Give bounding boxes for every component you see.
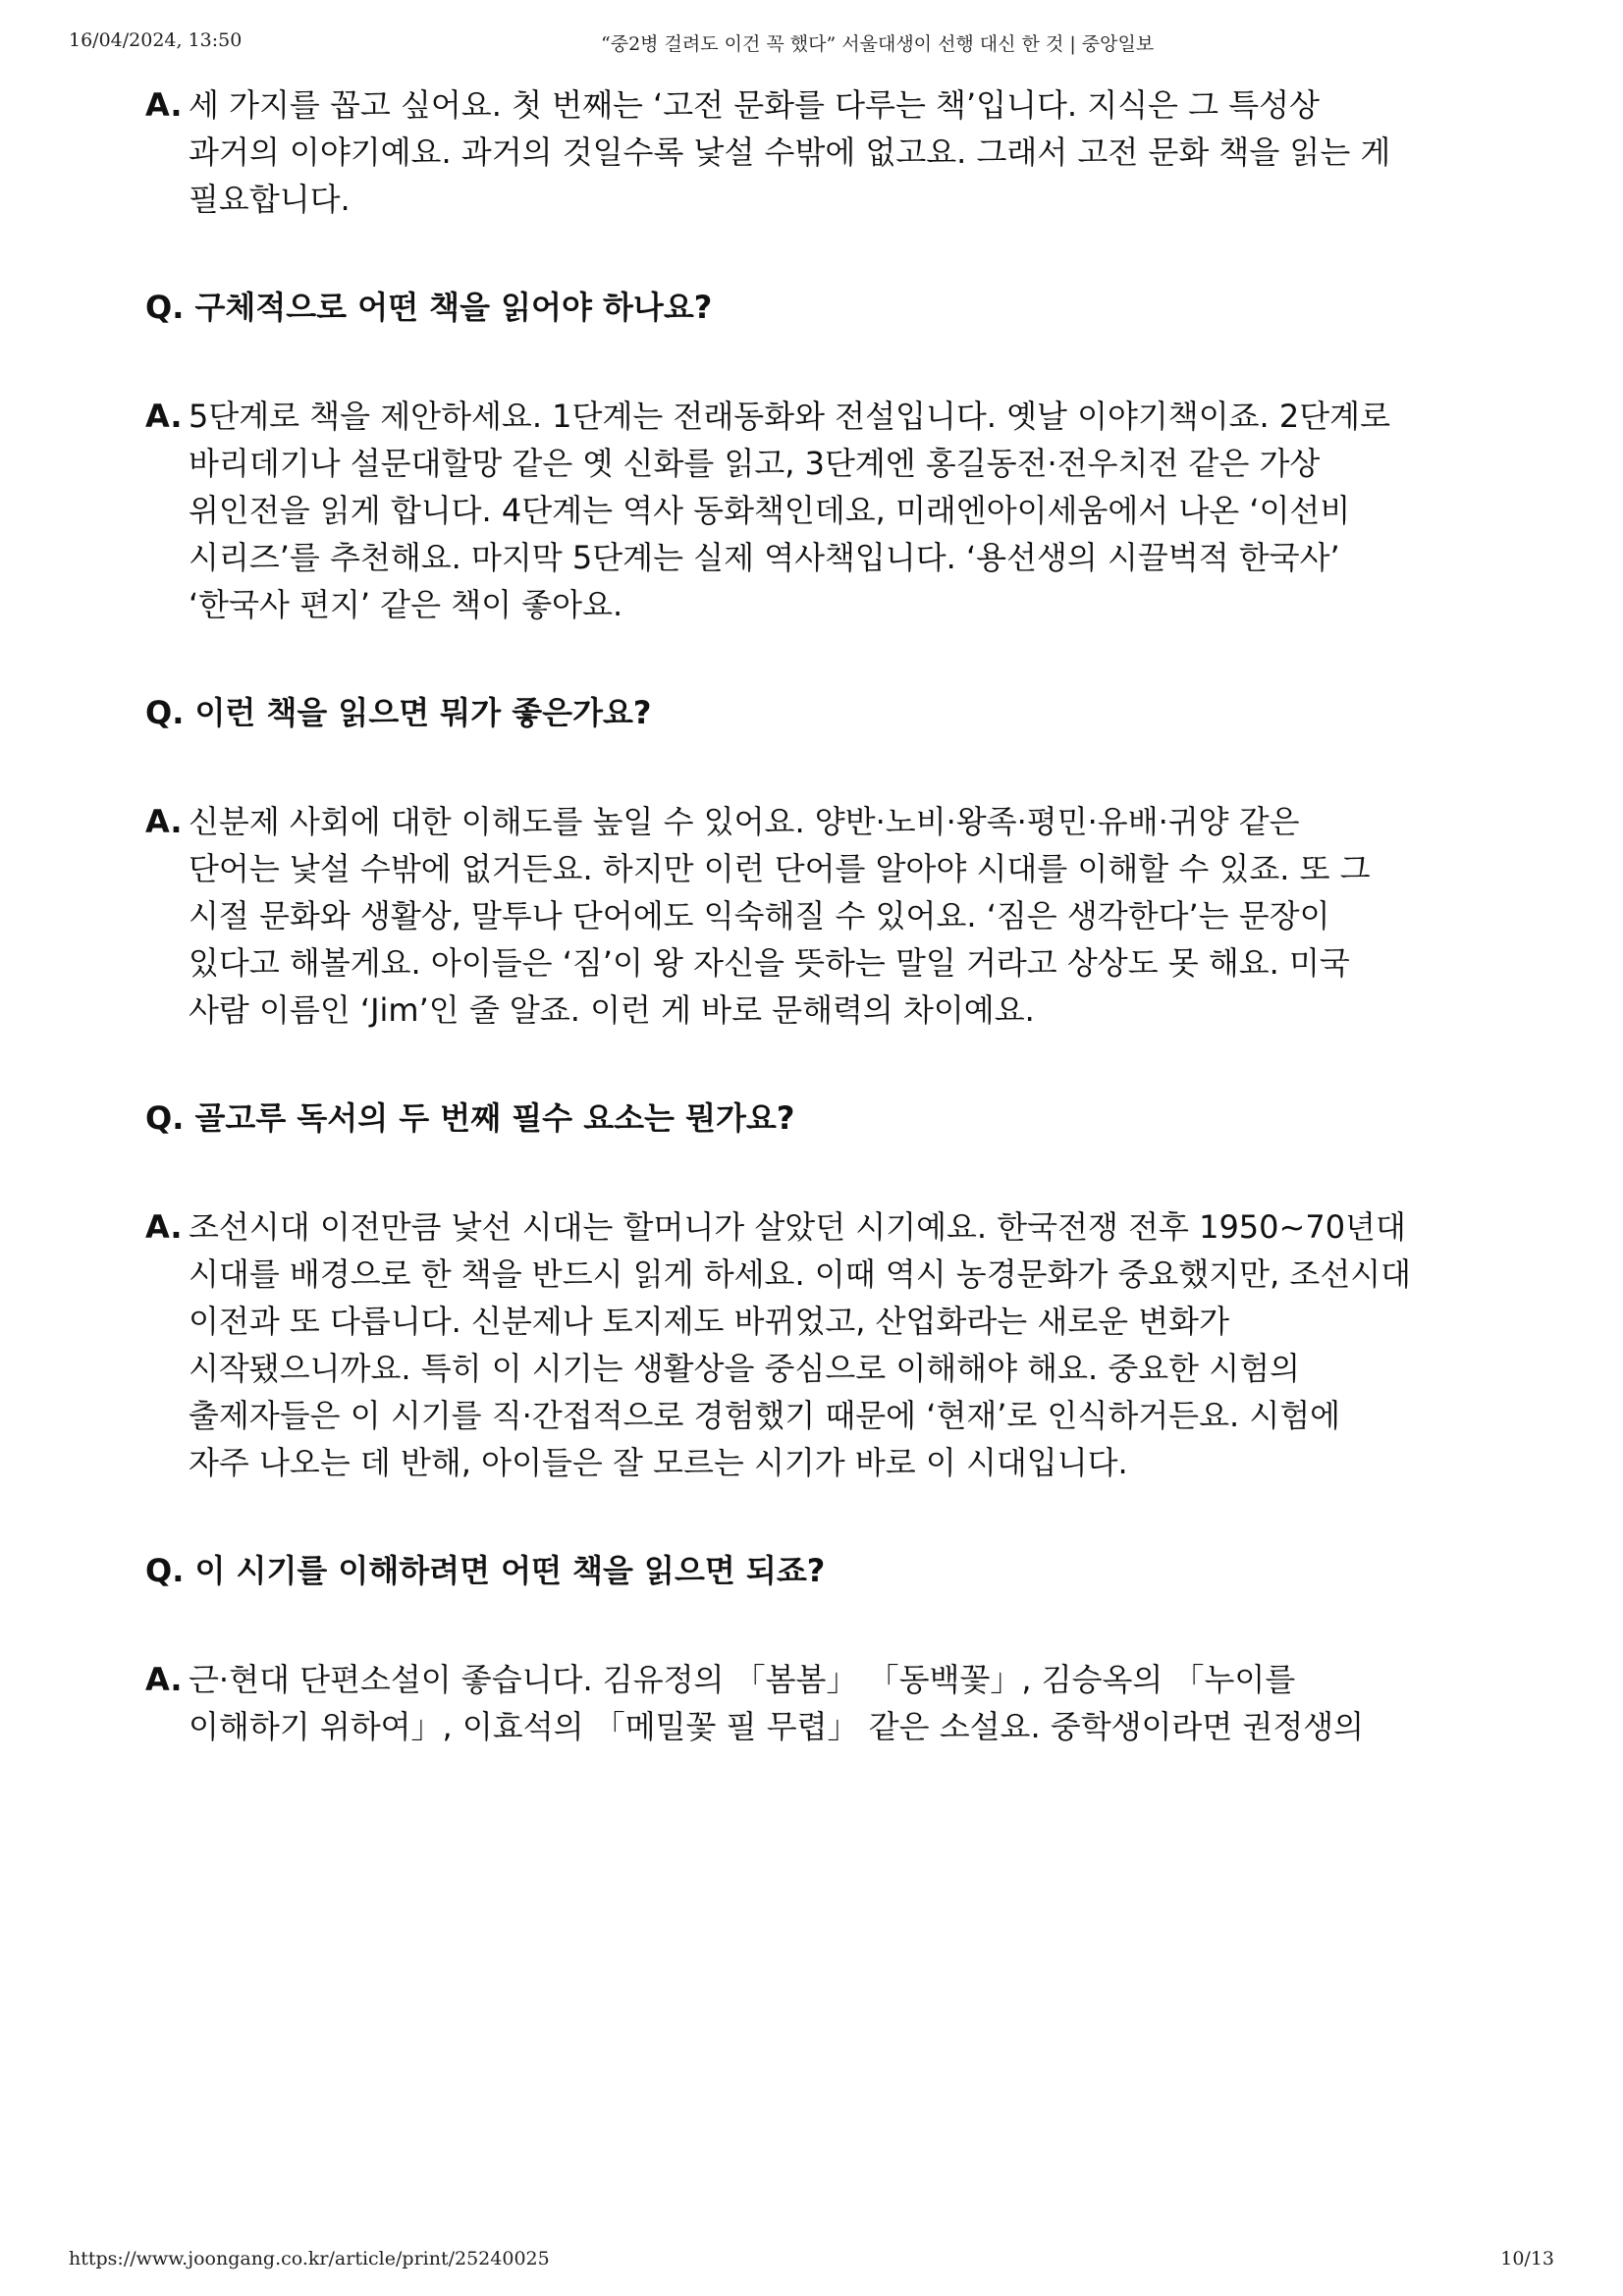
answer-block bbox=[145, 798, 1500, 1034]
answer-marker: A. bbox=[145, 1208, 183, 1246]
page-number: 10/13 bbox=[1500, 2248, 1554, 2269]
answer-line: 이전과 또 다릅니다. 신분제나 토지제도 바뀌었고, 산업화라는 새로운 변화가 bbox=[189, 1303, 1229, 1340]
question-text: 이 시기를 이해하려면 어떤 책을 읽으면 되죠? bbox=[194, 1552, 826, 1589]
answer-marker: A. bbox=[145, 1661, 183, 1698]
article-body bbox=[145, 81, 1500, 1750]
answer-block bbox=[145, 393, 1500, 628]
print-date: 16/04/2024, 13:50 bbox=[69, 29, 243, 51]
answer-line: 시작됐으니까요. 특히 이 시기는 생활상을 중심으로 이해해야 해요. 중요한 시험의 bbox=[189, 1350, 1300, 1387]
question-text: 구체적으로 어떤 책을 읽어야 하나요? bbox=[194, 289, 713, 326]
answer-line: 필요합니다. bbox=[189, 181, 351, 218]
print-footer bbox=[0, 2248, 1623, 2277]
answer-line: 신분제 사회에 대한 이해도를 높일 수 있어요. 양반·노비·왕족·평민·유배·귀양 같은 bbox=[189, 803, 1300, 840]
answer-marker: A. bbox=[145, 398, 183, 435]
answer-line: 이해하기 위하여」, 이효석의 「메밀꽃 필 무렵」 같은 소설요. 중학생이라면 권정생의 bbox=[189, 1708, 1365, 1745]
question-marker: Q. bbox=[145, 289, 185, 326]
answer-line: 조선시대 이전만큼 낯선 시대는 할머니가 살았던 시기예요. 한국전쟁 전후 1950~70년대 bbox=[189, 1208, 1406, 1246]
answer-block bbox=[145, 1203, 1500, 1486]
answer-line: 위인전을 읽게 합니다. 4단계는 역사 동화책인데요, 미래엔아이세움에서 나온 ‘이선비 bbox=[189, 492, 1351, 529]
question-heading bbox=[145, 1547, 1500, 1594]
print-url: https://www.joongang.co.kr/article/print/25240025 bbox=[69, 2248, 550, 2269]
answer-line: 단어는 낯설 수밖에 없거든요. 하지만 이런 단어를 알아야 시대를 이해할 수 있죠. 또 그 bbox=[189, 850, 1371, 887]
question-heading bbox=[145, 1095, 1500, 1142]
answer-line: 자주 나오는 데 반해, 아이들은 잘 모르는 시기가 바로 이 시대입니다. bbox=[189, 1444, 1128, 1481]
question-marker: Q. bbox=[145, 694, 185, 731]
answer-line: 과거의 이야기예요. 과거의 것일수록 낯설 수밖에 없고요. 그래서 고전 문화 책을 읽는 게 bbox=[189, 133, 1391, 171]
answer-line: 5단계로 책을 제안하세요. 1단계는 전래동화와 전설입니다. 옛날 이야기책이죠. 2단계로 bbox=[189, 398, 1390, 435]
answer-line: 근·현대 단편소설이 좋습니다. 김유정의 「봄봄」 「동백꽃」, 김승옥의 「누이를 bbox=[189, 1661, 1296, 1698]
answer-block bbox=[145, 81, 1500, 223]
answer-line: ‘한국사 편지’ 같은 책이 좋아요. bbox=[189, 586, 623, 623]
answer-line: 사람 이름인 ‘Jim’인 줄 알죠. 이런 게 바로 문해력의 차이예요. bbox=[189, 991, 1035, 1029]
print-title: “중2병 걸려도 이건 꼭 했다” 서울대생이 선행 대신 한 것 | 중앙일보 bbox=[601, 33, 1155, 55]
question-marker: Q. bbox=[145, 1552, 185, 1589]
question-text: 골고루 독서의 두 번째 필수 요소는 뭔가요? bbox=[194, 1099, 795, 1137]
answer-line: 시절 문화와 생활상, 말투나 단어에도 익숙해질 수 있어요. ‘짐은 생각한다’는 문장이 bbox=[189, 897, 1330, 934]
answer-line: 시대를 배경으로 한 책을 반드시 읽게 하세요. 이때 역시 농경문화가 중요했지만, 조선시대 bbox=[189, 1255, 1412, 1293]
question-text: 이런 책을 읽으면 뭐가 좋은가요? bbox=[194, 694, 652, 731]
answer-line: 세 가지를 꼽고 싶어요. 첫 번째는 ‘고전 문화를 다루는 책’입니다. 지식은 그 특성상 bbox=[189, 86, 1320, 124]
question-heading bbox=[145, 284, 1500, 331]
answer-line: 출제자들은 이 시기를 직·간접적으로 경험했기 때문에 ‘현재’로 인식하거든요. 시험에 bbox=[189, 1397, 1341, 1434]
question-marker: Q. bbox=[145, 1099, 185, 1137]
question-heading bbox=[145, 689, 1500, 736]
answer-marker: A. bbox=[145, 803, 183, 840]
answer-line: 시리즈’를 추천해요. 마지막 5단계는 실제 역사책입니다. ‘용선생의 시끌벅적 한국사’ bbox=[189, 539, 1340, 576]
print-header bbox=[0, 29, 1623, 59]
answer-line: 바리데기나 설문대할망 같은 옛 신화를 읽고, 3단계엔 홍길동전·전우치전 같은 가상 bbox=[189, 445, 1321, 482]
answer-block bbox=[145, 1656, 1500, 1750]
answer-line: 있다고 해볼게요. 아이들은 ‘짐’이 왕 자신을 뜻하는 말일 거라고 상상도 못 해요. 미국 bbox=[189, 944, 1350, 982]
answer-marker: A. bbox=[145, 86, 183, 124]
